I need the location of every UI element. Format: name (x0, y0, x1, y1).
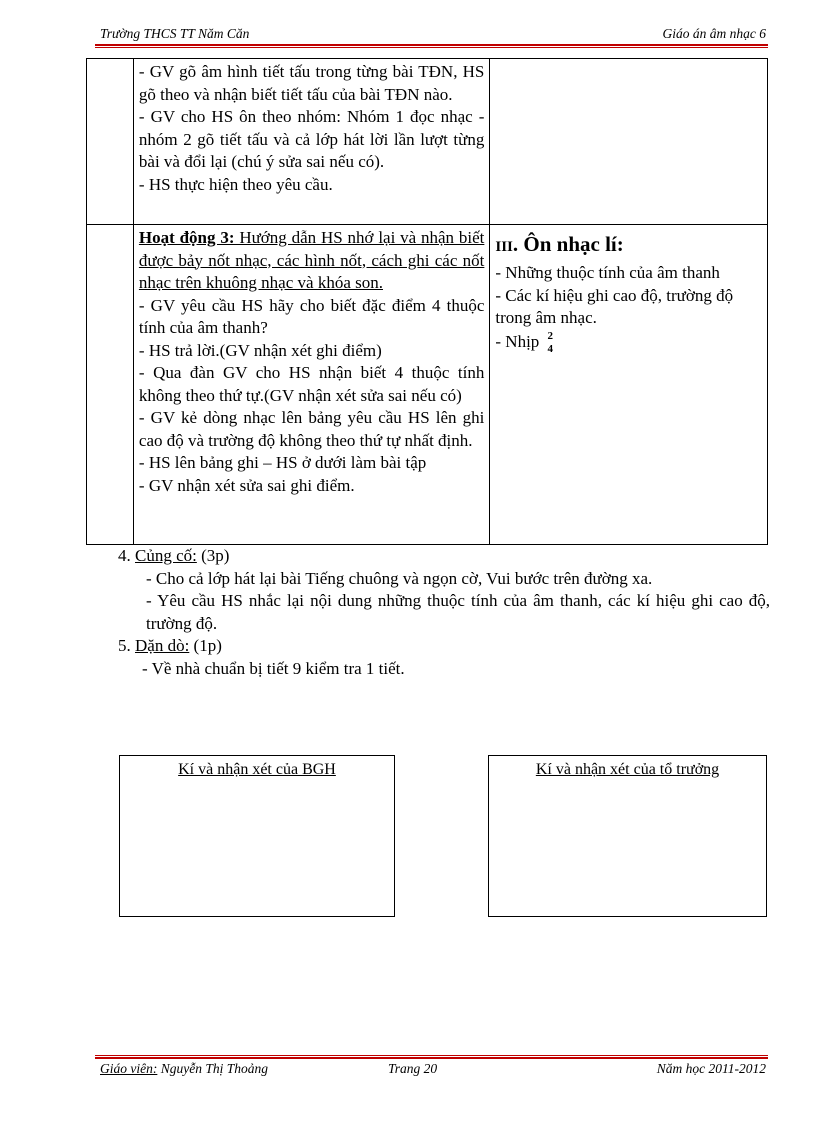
footer-teacher-label: Giáo viên: (100, 1061, 158, 1076)
section-5-line: - Về nhà chuẩn bị tiết 9 kiểm tra 1 tiết. (142, 658, 405, 678)
activity-line: - GV cho HS ôn theo nhóm: Nhóm 1 đọc nhạc - nhóm 2 gõ tiết tấu và cả lớp hát lời lần lượt từng bài và đổi lại (chú ý sửa sai nếu có). (138, 107, 485, 171)
signature-box-bgh (119, 755, 395, 917)
signature-label-bgh: Kí và nhận xét của BGH (178, 761, 336, 778)
footer-teacher-name: Nguyễn Thị Thoảng (157, 1061, 268, 1076)
activity-heading (139, 227, 484, 295)
footer-page-number: Trang 20 (388, 1061, 438, 1076)
section-5-title: Dặn dò: (135, 636, 190, 655)
lesson-body (118, 545, 770, 680)
activity-line: - GV nhận xét sửa sai ghi điểm. (138, 475, 355, 495)
page-header (100, 22, 766, 44)
activity-line: - GV kẻ dòng nhạc lên bảng yêu cầu HS lên ghi cao độ và trường độ không theo thứ tự nhất định. (138, 408, 485, 450)
header-rule (95, 44, 768, 46)
activity-line: - HS trả lời.(GV nhận xét ghi điểm) (138, 340, 382, 360)
page-footer (100, 1061, 766, 1081)
section-4-title: Củng cố: (135, 546, 197, 565)
content-cell (490, 59, 768, 225)
content-line: - Các kí hiệu ghi cao độ, trường độ trong âm nhạc. (495, 285, 734, 327)
content-heading-text: . Ôn nhạc lí: (512, 232, 624, 256)
section-4-line: - Yêu cầu HS nhắc lại nội dung những thuộc tính của âm thanh, các kí hiệu ghi cao độ, trường độ. (146, 591, 770, 633)
lesson-table (86, 58, 768, 545)
section-5-time: (1p) (189, 636, 222, 655)
table-row (87, 225, 768, 545)
table-row (87, 59, 768, 225)
section-5-heading (118, 635, 770, 658)
content-line: - Những thuộc tính của âm thanh (495, 263, 720, 282)
section-4-heading (118, 545, 770, 568)
activity-label: Hoạt động 3: (138, 228, 235, 247)
section-4-time: (3p) (196, 546, 230, 565)
header-school: Trường THCS TT Năm Căn (100, 26, 250, 41)
header-rule-thin (95, 47, 768, 48)
roman-numeral: III (495, 239, 513, 255)
footer-rule-thin (95, 1055, 768, 1056)
activity-line: - Qua đàn GV cho HS nhận biết 4 thuộc tính không theo thứ tự.(GV nhận xét sửa sai nếu có) (138, 363, 485, 405)
footer-rule (95, 1057, 768, 1059)
meter-line (495, 330, 763, 356)
section-4-line: - Cho cả lớp hát lại bài Tiếng chuông và ngọn cờ, Vui bước trên đường xa. (146, 568, 653, 588)
time-cell (87, 59, 134, 225)
meter-top: 2 (547, 329, 554, 342)
activity-line: - HS thực hiện theo yêu cầu. (138, 174, 333, 194)
activity-title: Hướng dẫn HS nhớ lại và nhận biết được bảy nốt nhạc, các hình nốt, cách ghi các nốt nhạc trên khuông nhạc và khóa son. (138, 228, 485, 292)
section-5-number: 5. (118, 636, 135, 655)
content-heading (495, 229, 763, 262)
signature-label-to-truong: Kí và nhận xét của tổ trưởng (535, 761, 720, 778)
footer-school-year: Năm học 2011-2012 (656, 1061, 766, 1076)
content-cell (490, 225, 768, 545)
section-4-number: 4. (118, 546, 135, 565)
activity-line: - GV gõ âm hình tiết tấu trong từng bài TĐN, HS gõ theo và nhận biết tiết tấu của bài TĐN nào. (138, 62, 485, 104)
header-doc-title: Giáo án âm nhạc 6 (662, 26, 766, 41)
activity-cell (133, 59, 489, 225)
meter-label: - Nhịp (495, 331, 540, 351)
activity-cell (133, 225, 489, 545)
time-cell (87, 225, 134, 545)
signature-box-to-truong (488, 755, 767, 917)
meter-bottom: 4 (547, 342, 554, 355)
footer-teacher (100, 1061, 268, 1077)
time-signature (548, 330, 554, 356)
activity-line: - GV yêu cầu HS hãy cho biết đặc điểm 4 thuộc tính của âm thanh? (138, 295, 485, 337)
activity-line: - HS lên bảng ghi – HS ở dưới làm bài tập (138, 453, 427, 472)
